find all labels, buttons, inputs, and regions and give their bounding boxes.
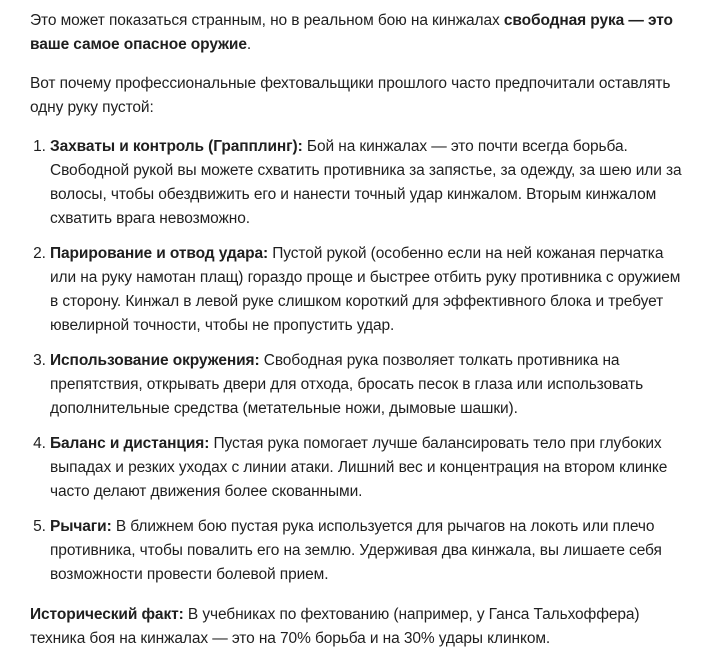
item-text: Свободная рука позволяет толкать противника на препятствия, открывать двери для отхода, бросать песок в глаза или использовать дополнительные средства (метательные ножи, дымовые шашки). <box>50 352 644 417</box>
intro-text: Это может показаться странным, но в реальном бою на кинжалах <box>30 12 504 29</box>
item-title: Использование окружения: <box>50 352 260 369</box>
item-title: Захваты и контроль (Грапплинг): <box>50 138 303 155</box>
item-title: Парирование и отвод удара: <box>50 245 269 262</box>
item-text: Пустая рука помогает лучше балансировать тело при глубоких выпадах и резких уходах с линии атаки. Лишний вес и концентрация на втором клинке часто делают движения более скованными. <box>50 435 668 500</box>
fact-text: В учебниках по фехтованию (например, у Ганса Тальхоффера) техника боя на кинжалах — это на 70% борьба и на 30% удары клинком. <box>30 606 640 647</box>
intro-paragraph <box>30 9 692 57</box>
item-text: Бой на кинжалах — это почти всегда борьба. Свободной рукой вы можете схватить противника за запястье, за одежду, за шею или за волосы, чтобы обездвижить его и нанести точный удар кинжалом. Вторым кинжалом схватить врага невозможно. <box>50 138 682 227</box>
item-title: Баланс и дистанция: <box>50 435 210 452</box>
item-text: В ближнем бою пустая рука используется для рычагов на локоть или плечо противника, чтобы повалить его на землю. Удерживая два кинжала, вы лишаете себя возможности провести болевой прием. <box>50 518 662 583</box>
fact-title: Исторический факт: <box>30 606 184 623</box>
historical-fact-paragraph <box>30 603 692 651</box>
intro-bold: свободная рука — это ваше самое опасное оружие <box>30 12 673 53</box>
list-item <box>50 135 692 231</box>
list-item <box>50 432 692 504</box>
item-text: Пустой рукой (особенно если на ней кожаная перчатка или на руку намотан плащ) гораздо проще и быстрее отбить руку противника с оружием в сторону. Кинжал в левой руке слишком короткий для эффективного блока и требует ювелирной точности, чтобы не пропустить удар. <box>50 245 681 334</box>
intro-end: . <box>246 36 252 53</box>
reasons-list <box>30 135 692 587</box>
list-item <box>50 515 692 587</box>
item-title: Рычаги: <box>50 518 112 535</box>
lead-paragraph: Вот почему профессиональные фехтовальщики прошлого часто предпочитали оставлять одну руку пустой: <box>30 75 671 116</box>
response-document <box>30 9 692 666</box>
list-item <box>50 349 692 421</box>
list-item <box>50 242 692 338</box>
